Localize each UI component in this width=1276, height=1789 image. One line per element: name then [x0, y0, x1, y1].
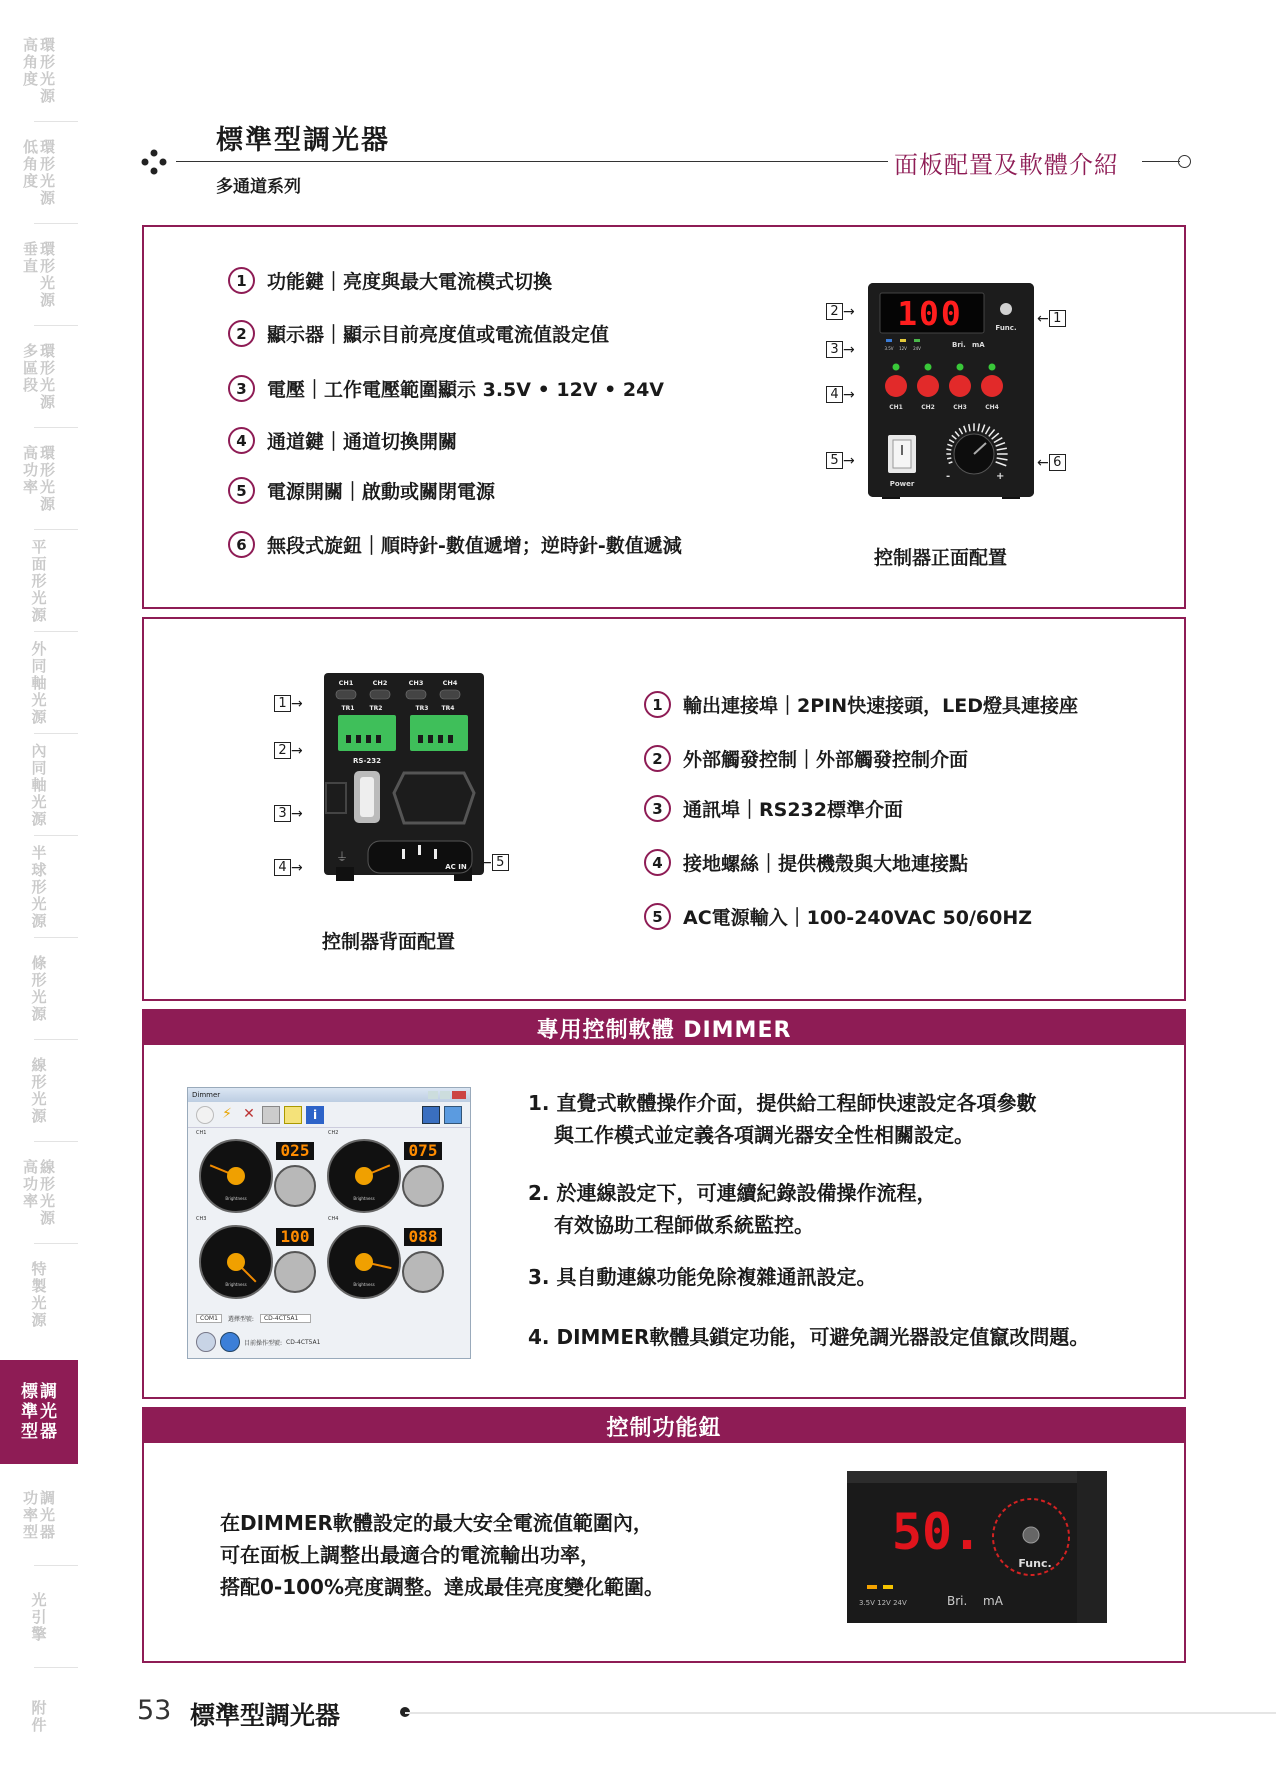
- back-callout-5: ← 5: [480, 854, 509, 871]
- photo-bri: Bri.: [947, 1594, 968, 1608]
- side-tab-char: 光: [31, 894, 47, 913]
- side-tab-char: 源: [31, 707, 47, 726]
- software-point-line: 4. DIMMER軟體具鎖定功能，可避免調光器設定值竄改問題。: [528, 1325, 1090, 1349]
- side-tab-8[interactable]: [0, 734, 78, 836]
- side-tab-char: 件: [31, 1716, 47, 1734]
- side-tab-char: 型: [21, 1422, 38, 1442]
- info-icon[interactable]: i: [306, 1106, 324, 1124]
- side-tab-char: 環: [40, 342, 56, 360]
- status-value: CD-4CT5A1: [286, 1338, 321, 1346]
- photo-voltages: 3.5V 12V 24V: [859, 1599, 907, 1607]
- lightning-icon[interactable]: ⚡: [222, 1105, 232, 1122]
- close-icon[interactable]: [452, 1091, 466, 1099]
- software-knob[interactable]: [275, 1166, 315, 1206]
- item-number-badge: 3: [228, 375, 255, 402]
- side-tab-char: 形: [40, 359, 56, 377]
- photo-display-digits: 50.: [891, 1503, 983, 1561]
- side-tab-5[interactable]: [0, 428, 78, 530]
- tr1-label: TR1: [341, 705, 355, 712]
- diamond-dots-icon: [140, 148, 168, 176]
- control-text: [220, 1507, 664, 1603]
- side-tab-char: 調: [40, 1488, 56, 1507]
- side-tab-char: 光: [31, 588, 47, 607]
- control-box: [142, 1407, 1186, 1663]
- side-tab-char: 型: [22, 1522, 38, 1541]
- item-text: 通訊埠｜RS232標準介面: [683, 799, 903, 821]
- side-tab-char: 光: [40, 274, 56, 292]
- side-tab-char: 角: [22, 53, 38, 71]
- section-title: 面板配置及軟體介紹: [894, 151, 1119, 179]
- side-tab-char: 光: [31, 1294, 47, 1312]
- side-tab-char: 形: [40, 155, 56, 173]
- side-tab-16[interactable]: [0, 1566, 78, 1668]
- side-tab-11[interactable]: [0, 1040, 78, 1142]
- folder-icon[interactable]: [444, 1106, 462, 1124]
- feature-item: [228, 531, 682, 558]
- side-tab-char: 低: [22, 138, 38, 156]
- tools-icon[interactable]: ✕: [243, 1105, 255, 1122]
- side-tab-char: 引: [31, 1607, 47, 1626]
- item-number-badge: 6: [228, 531, 255, 558]
- side-tab-6[interactable]: [0, 530, 78, 632]
- feature-item: [644, 795, 903, 822]
- bri-label: Bri.: [952, 341, 966, 349]
- side-tab-char: 光: [31, 988, 47, 1006]
- side-tab-char: 球: [31, 860, 47, 879]
- software-point-line: 1. 直覺式軟體操作介面，提供給工程師快速設定各項參數: [528, 1091, 1037, 1115]
- front-controller-image: [868, 283, 1034, 501]
- back-ch2-label: CH2: [372, 679, 388, 687]
- side-tab-char: 環: [40, 240, 56, 258]
- side-tab-14[interactable]: [0, 1360, 78, 1464]
- window-titlebar: [188, 1088, 470, 1102]
- software-point-line: 有效協助工程師做系統監控。: [554, 1213, 814, 1237]
- item-text: 電源開關｜啟動或關閉電源: [267, 481, 496, 503]
- software-knob[interactable]: [403, 1252, 443, 1292]
- side-tab-char: 光: [40, 1192, 56, 1210]
- side-tab-char: 形: [40, 1175, 56, 1193]
- front-callout-3: 3 →: [826, 341, 855, 358]
- side-tab-char: 源: [40, 495, 56, 513]
- knob-plus-label: +: [996, 471, 1005, 482]
- side-tab-char: 源: [31, 1005, 47, 1023]
- side-tab-char: 光: [40, 1402, 57, 1422]
- window-title: Dimmer: [192, 1091, 221, 1099]
- side-tab-7[interactable]: [0, 632, 78, 734]
- gauge-label: Brightness: [353, 1282, 375, 1287]
- software-point: [528, 1087, 1036, 1151]
- back-ch4-label: CH4: [442, 679, 458, 687]
- side-tab-char: 高: [22, 1158, 38, 1176]
- voltage-label-3: 24V: [913, 346, 921, 351]
- knob-minus-label: -: [946, 471, 951, 482]
- front-callout-5: 5 →: [826, 452, 855, 469]
- feature-item: [644, 691, 1078, 718]
- software-box: [142, 1009, 1186, 1399]
- side-tab-char: 源: [31, 1311, 47, 1329]
- gauge-label: Brightness: [225, 1196, 247, 1201]
- sw-ch4-tag: CH4: [328, 1216, 339, 1222]
- item-text: 接地螺絲｜提供機殼與大地連接點: [683, 853, 969, 875]
- side-tab-char: 多: [22, 342, 38, 360]
- side-tab-15[interactable]: [0, 1464, 78, 1566]
- side-tab-char: 軸: [31, 673, 47, 692]
- feature-item: [644, 903, 1032, 930]
- side-tab-char: 形: [40, 53, 56, 71]
- sw-ch1-tag: CH1: [196, 1130, 207, 1136]
- side-tab-3[interactable]: [0, 224, 78, 326]
- side-tab-char: 形: [31, 571, 47, 590]
- back-callout-2: 2 →: [274, 742, 303, 759]
- side-tab-char: 半: [31, 843, 47, 862]
- side-tab-char: 功: [22, 461, 38, 479]
- side-tab-char: 源: [31, 911, 47, 930]
- item-number-badge: 2: [228, 320, 255, 347]
- minimize-icon[interactable]: [428, 1091, 438, 1099]
- gauges-area: [188, 1128, 472, 1328]
- item-number-badge: 1: [644, 691, 671, 718]
- side-tab-char: 面: [31, 554, 47, 573]
- model-select[interactable]: CD-4CT5A1: [260, 1314, 311, 1323]
- readout-value: 025: [280, 1141, 310, 1160]
- ch4-label: CH4: [985, 404, 999, 411]
- side-tab-char: 形: [40, 461, 56, 479]
- save-icon[interactable]: [422, 1106, 440, 1124]
- photo-func-button[interactable]: [1023, 1527, 1039, 1543]
- side-tab-char: 光: [40, 70, 56, 88]
- side-tab-char: 光: [31, 690, 47, 709]
- page-number: 53: [137, 1695, 172, 1726]
- ch1-label: CH1: [889, 404, 903, 411]
- side-tab-char: 光: [40, 376, 56, 394]
- item-number-badge: 4: [228, 427, 255, 454]
- front-caption: 控制器正面配置: [874, 547, 1008, 569]
- side-tab-char: 角: [22, 155, 38, 173]
- side-tab-char: 準: [21, 1402, 38, 1422]
- side-tab-char: 器: [40, 1522, 56, 1541]
- header-divider: [176, 161, 888, 162]
- side-tab-char: 條: [31, 954, 47, 972]
- side-tab-char: 光: [40, 172, 56, 190]
- window-toolbar: [188, 1102, 470, 1128]
- side-tab-char: 環: [40, 138, 56, 156]
- item-text: 顯示器｜顯示目前亮度值或電流值設定值: [267, 324, 610, 346]
- ch3-button[interactable]: [949, 375, 971, 397]
- voltage-label-1: 3.5V: [884, 346, 894, 351]
- photo-ma: mA: [983, 1594, 1003, 1608]
- side-tab-1[interactable]: [0, 20, 78, 122]
- back-callout-1: 1 →: [274, 695, 303, 712]
- side-tab-char: 率: [22, 1192, 38, 1210]
- item-text: 功能鍵｜亮度與最大電流模式切換: [267, 271, 553, 293]
- side-tab-char: 源: [31, 809, 47, 828]
- status-label: 目前操作型號:: [244, 1339, 283, 1347]
- side-tab-17[interactable]: [0, 1666, 78, 1768]
- side-tab-char: 光: [40, 1505, 56, 1524]
- side-tab-char: 源: [40, 87, 56, 105]
- back-ch3-label: CH3: [408, 679, 424, 687]
- software-point-line: 3. 具自動連線功能免除複雜通訊設定。: [528, 1265, 877, 1289]
- com-label: COM1: [196, 1314, 222, 1323]
- readout-value: 075: [408, 1141, 438, 1160]
- side-tab-9[interactable]: [0, 836, 78, 938]
- side-tab-char: 外: [31, 639, 47, 658]
- ch1-button[interactable]: [885, 375, 907, 397]
- side-tab-char: 區: [22, 359, 38, 377]
- software-point: [528, 1321, 1089, 1353]
- side-tab-char: 形: [31, 1073, 47, 1091]
- rs232-label: RS-232: [353, 757, 381, 765]
- side-tab-char: 標: [21, 1382, 38, 1402]
- side-tab-char: 源: [31, 605, 47, 624]
- readout-value: 088: [408, 1227, 438, 1246]
- readout-value: 100: [280, 1227, 310, 1246]
- tr2-label: TR2: [369, 705, 383, 712]
- sw-ch2-tag: CH2: [328, 1130, 339, 1136]
- front-callout-2: 2 →: [826, 303, 855, 320]
- refresh-icon[interactable]: [220, 1332, 240, 1352]
- side-tab-char: 直: [22, 257, 38, 275]
- control-line-2: 可在面板上調整出最適合的電流輸出功率，: [220, 1543, 600, 1567]
- side-tab-char: 擎: [31, 1624, 47, 1643]
- side-tab-char: 軸: [31, 775, 47, 794]
- side-tab-char: 形: [31, 971, 47, 989]
- software-point-line: 2. 於連線設定下，可連續紀錄設備操作流程，: [528, 1181, 937, 1205]
- feature-item: [644, 745, 968, 772]
- front-callout-1: ← 1: [1037, 310, 1066, 327]
- item-number-badge: 5: [644, 903, 671, 930]
- feature-item: [228, 477, 495, 504]
- item-text: 通道鍵｜通道切換開關: [267, 431, 458, 453]
- tr4-label: TR4: [441, 705, 455, 712]
- side-tab-char: 段: [22, 376, 38, 394]
- side-tab-char: 製: [31, 1277, 47, 1295]
- front-callout-6: ← 6: [1037, 454, 1066, 471]
- item-text: 無段式旋鈕｜順時針-數值遞增；逆時針-數值遞減: [267, 535, 682, 557]
- side-tab-char: 源: [40, 1209, 56, 1227]
- back-controller-image: [324, 673, 484, 881]
- feature-item: [228, 427, 457, 454]
- back-ch1-label: CH1: [338, 679, 354, 687]
- side-tab-char: 光: [31, 1590, 47, 1609]
- voltage-label-2: 12V: [899, 346, 907, 351]
- side-tab-char: 形: [31, 877, 47, 896]
- footer-line: [405, 1712, 1276, 1714]
- control-line-1: 在DIMMER軟體設定的最大安全電流值範圍內，: [220, 1511, 653, 1535]
- ground-icon: ⏚: [336, 850, 349, 864]
- back-callout-4: 4 →: [274, 859, 303, 876]
- side-tab-char: 同: [31, 758, 47, 777]
- side-tab-char: 線: [40, 1158, 56, 1176]
- side-tab-2[interactable]: [0, 122, 78, 224]
- connect-icon[interactable]: [196, 1332, 216, 1352]
- side-tab-char: 光: [40, 478, 56, 496]
- side-tab-char: 源: [40, 291, 56, 309]
- software-point: [528, 1177, 936, 1241]
- side-tab-char: 垂: [22, 240, 38, 258]
- side-tab-char: 度: [22, 70, 38, 88]
- ma-label: mA: [972, 341, 985, 349]
- side-tab-char: 特: [31, 1260, 47, 1278]
- side-tab-char: 環: [40, 36, 56, 54]
- control-line-3: 搭配0-100%亮度調整。達成最佳亮度變化範圍。: [220, 1575, 665, 1599]
- feature-item: [644, 849, 968, 876]
- gauge-label: Brightness: [353, 1196, 375, 1201]
- side-tab-4[interactable]: [0, 326, 78, 428]
- side-tab-char: 率: [22, 478, 38, 496]
- side-tab-10[interactable]: [0, 938, 78, 1040]
- tr3-label: TR3: [415, 705, 429, 712]
- side-tab-char: 功: [22, 1488, 38, 1507]
- side-tab-char: 功: [22, 1175, 38, 1193]
- feature-item: [228, 267, 552, 294]
- sw-bottom-row: [196, 1332, 320, 1352]
- side-tab-char: 源: [40, 189, 56, 207]
- side-tab-char: 高: [22, 444, 38, 462]
- side-tab-char: 環: [40, 444, 56, 462]
- side-tab-char: 器: [40, 1422, 57, 1442]
- software-bar: 專用控制軟體 DIMMER: [144, 1011, 1184, 1045]
- header-right-line: [1142, 161, 1180, 162]
- power-label: Power: [889, 480, 915, 488]
- side-tab-char: 內: [31, 741, 47, 760]
- note-icon[interactable]: [284, 1106, 302, 1124]
- func-button[interactable]: [1000, 303, 1012, 315]
- front-display-digits: 100: [897, 294, 963, 333]
- side-tab-char: 度: [22, 172, 38, 190]
- item-number-badge: 5: [228, 477, 255, 504]
- grid-icon[interactable]: [262, 1106, 280, 1124]
- trigger-terminal-left: [338, 715, 396, 751]
- item-text: 輸出連接埠｜2PIN快速接頭，LED燈具連接座: [683, 695, 1078, 717]
- front-callout-4: 4 →: [826, 386, 855, 403]
- maximize-icon[interactable]: [440, 1091, 450, 1099]
- item-text: AC電源輸入｜100-240VAC 50/60HZ: [683, 907, 1033, 929]
- func-button-photo: [847, 1471, 1107, 1623]
- side-tab-char: 源: [40, 393, 56, 411]
- photo-func-label: Func.: [1018, 1557, 1052, 1570]
- back-caption: 控制器背面配置: [322, 931, 456, 953]
- item-number-badge: 4: [644, 849, 671, 876]
- side-tab-char: 率: [22, 1505, 38, 1524]
- side-tab-char: 源: [31, 1107, 47, 1125]
- software-point: [528, 1261, 876, 1293]
- item-number-badge: 3: [644, 795, 671, 822]
- model-label: 選擇型號:: [227, 1316, 254, 1323]
- sw-ch3-tag: CH3: [196, 1216, 207, 1222]
- side-tab-char: 線: [31, 1056, 47, 1074]
- side-tab-char: 附: [31, 1699, 47, 1717]
- back-panel-box: [142, 617, 1186, 1001]
- front-panel-box: [142, 225, 1186, 609]
- page-subtitle: 多通道系列: [216, 177, 301, 197]
- ch2-label: CH2: [921, 404, 935, 411]
- side-tab-13[interactable]: [0, 1244, 78, 1346]
- software-knob[interactable]: [275, 1252, 315, 1292]
- footer-title: 標準型調光器: [190, 1701, 341, 1730]
- circle-end-icon: [1178, 155, 1191, 168]
- side-tab-char: 平: [31, 537, 47, 556]
- item-text: 外部觸發控制｜外部觸發控制介面: [683, 749, 969, 771]
- software-point-line: 與工作模式並定義各項調光器安全性相關設定。: [554, 1123, 974, 1147]
- acin-label: AC IN: [445, 863, 467, 871]
- side-tab-12[interactable]: [0, 1142, 78, 1244]
- dimmer-software-screenshot: [187, 1087, 471, 1359]
- side-tab-char: 形: [40, 257, 56, 275]
- software-knob[interactable]: [403, 1166, 443, 1206]
- item-text: 電壓｜工作電壓範圍顯示 3.5V • 12V • 24V: [267, 379, 665, 401]
- control-bar: 控制功能鈕: [144, 1409, 1184, 1443]
- gauge-label: Brightness: [225, 1282, 247, 1287]
- ch4-button[interactable]: [981, 375, 1003, 397]
- side-tab-char: 高: [22, 36, 38, 54]
- item-number-badge: 1: [228, 267, 255, 294]
- page-title: 標準型調光器: [216, 125, 390, 156]
- ch3-label: CH3: [953, 404, 967, 411]
- sw-status-row: [196, 1314, 462, 1323]
- trigger-terminal-right: [410, 715, 468, 751]
- feature-item: [228, 320, 609, 347]
- side-tab-char: 調: [40, 1382, 57, 1402]
- bulb-icon[interactable]: [196, 1106, 214, 1124]
- feature-item: [228, 375, 664, 402]
- side-tab-char: 光: [31, 1090, 47, 1108]
- side-tab-char: 同: [31, 656, 47, 675]
- ch2-button[interactable]: [917, 375, 939, 397]
- func-label: Func.: [995, 324, 1017, 332]
- side-tab-char: 光: [31, 792, 47, 811]
- item-number-badge: 2: [644, 745, 671, 772]
- back-callout-3: 3 →: [274, 805, 303, 822]
